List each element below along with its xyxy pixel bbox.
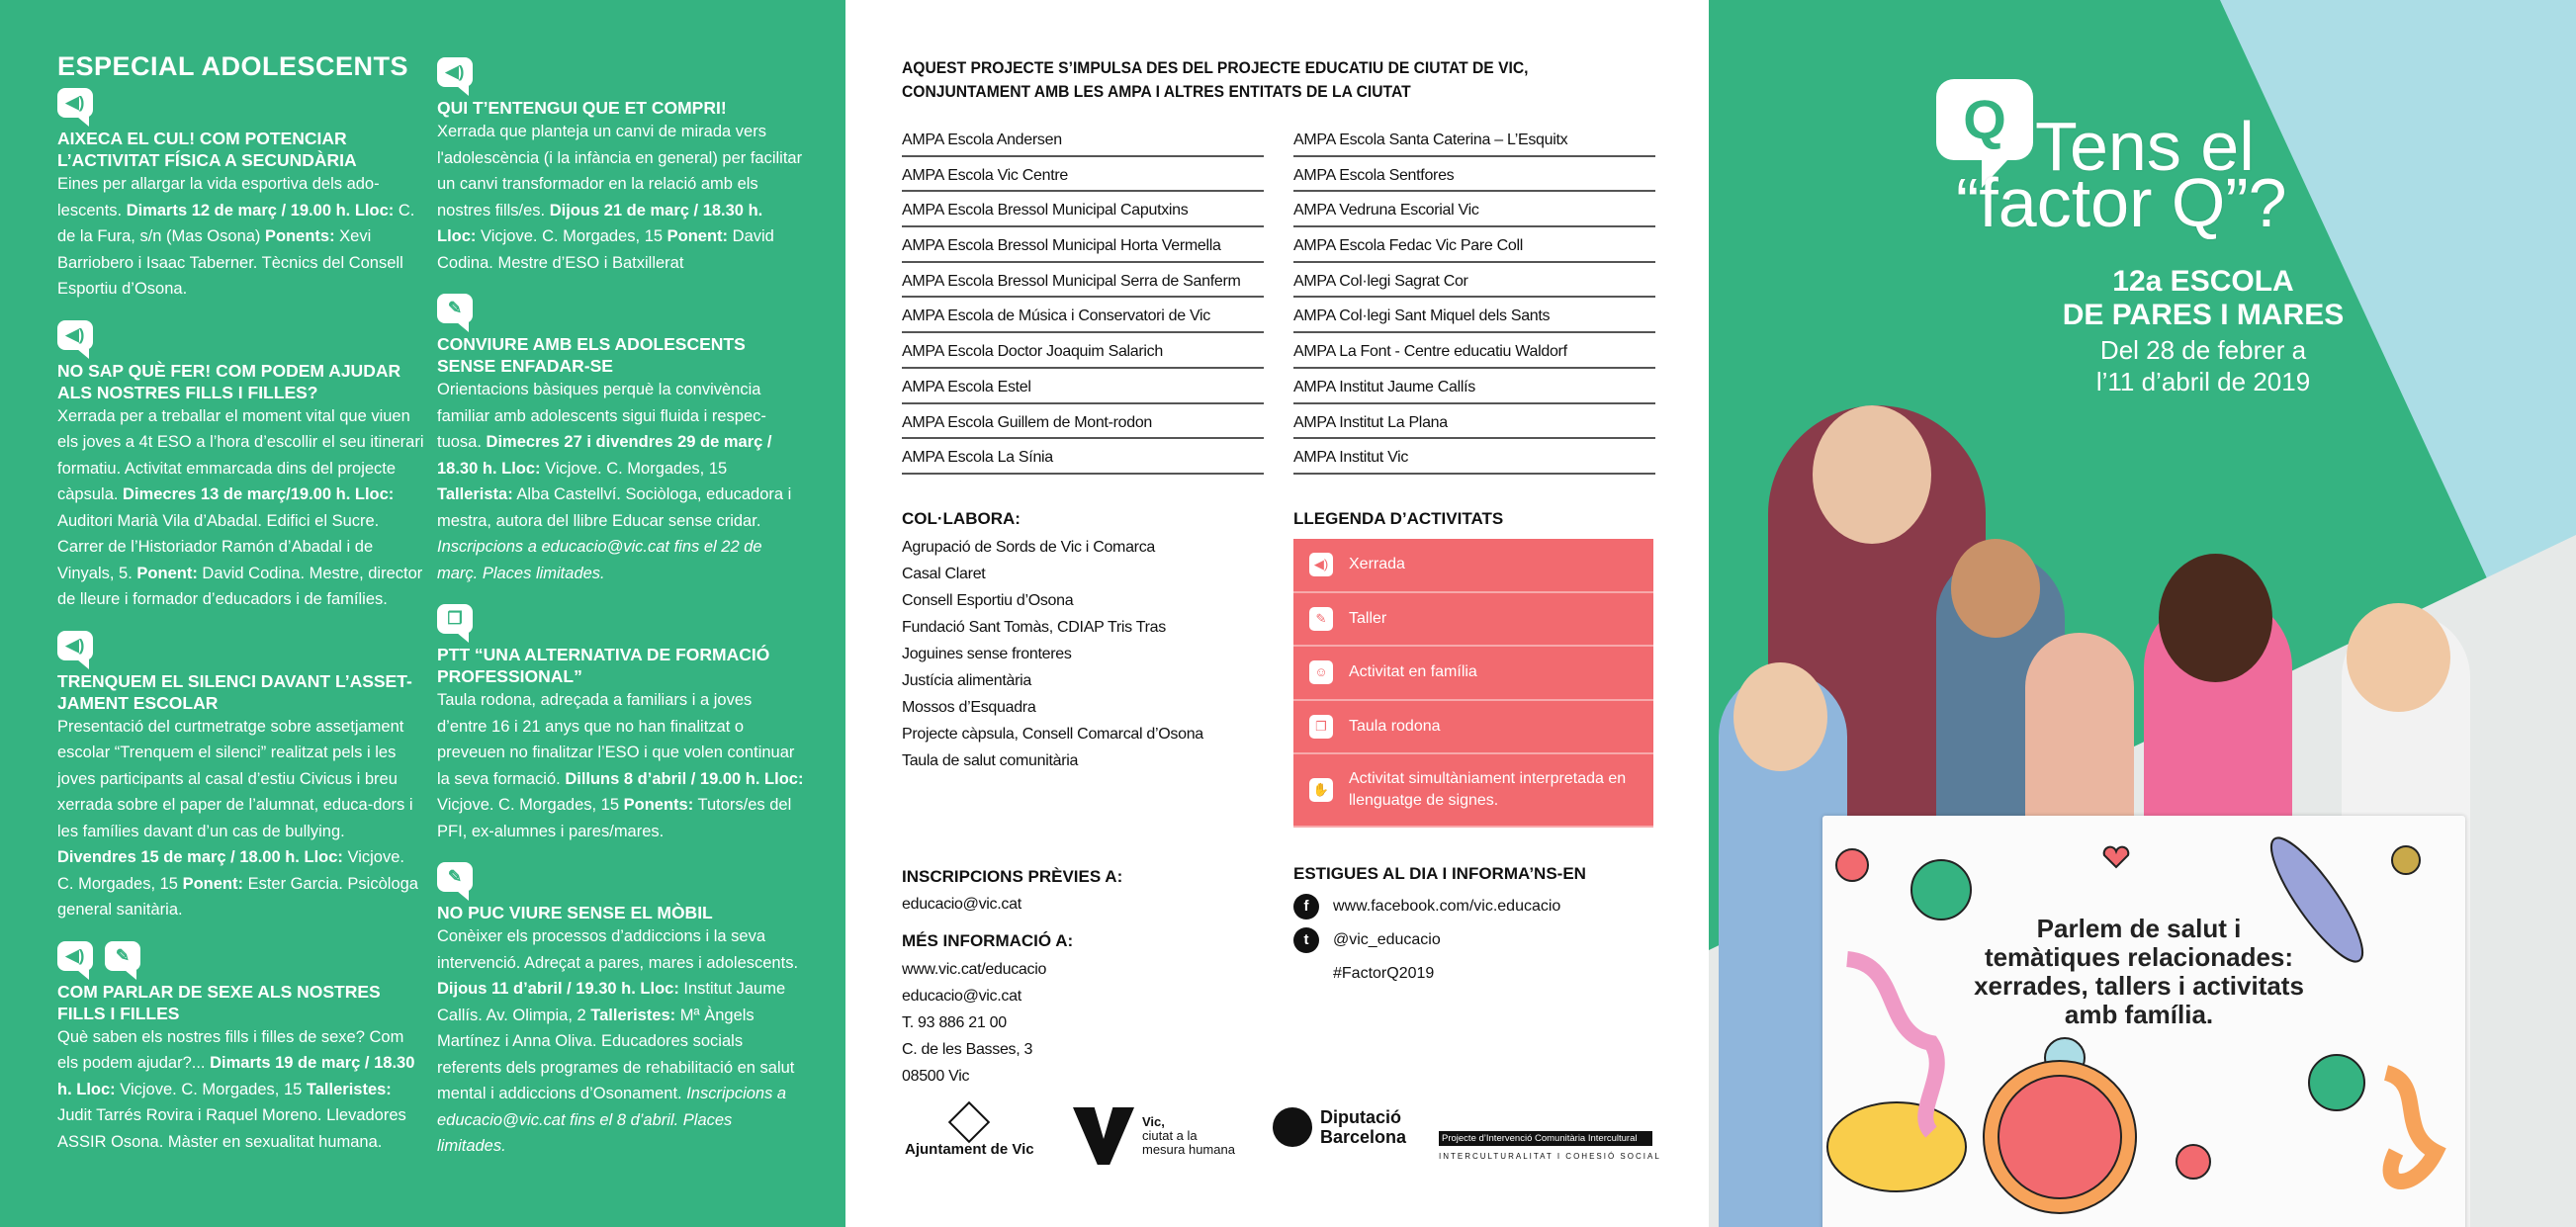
twitter-handle: @vic_educacio [1333,931,1441,948]
event-text: Taula rodona, adreçada a familiars i a joves d’entre 16 i 21 anys que no han finalitzat o preveuen no finalitzar l’ESO i que volen continuar la seva formació. [437,691,795,788]
projecte-line1: Projecte d’Intervenció Comunitària Intercultural [1439,1131,1652,1146]
hashtag: #FactorQ2019 [1333,965,1435,982]
coat-of-arms-icon [948,1101,990,1143]
event [57,631,425,923]
taller-icon: ✎ [437,294,473,323]
board-text: Parlem de salut i temàtiques relacionades: xerrades, tallers i activitats amb família. [1974,914,2304,1029]
event-text: Auditori Marià Vila d’Abadal. Edifici el Sucre. Carrer de l’Historiador Ramón d’Abadal i de Vinyals, 5. [57,511,380,582]
ampa-item: AMPA Escola Bressol Municipal Serra de Sanferm [902,263,1264,299]
event-text: Eines per allargar la vida esportiva dels ado-lescents. [57,175,380,219]
middle-panel [845,0,1709,1227]
events-column-2 [437,57,805,1178]
event-text: Orientacions bàsiques perquè la convivència familiar amb adolescents sigui fluida i respec-tuosa. [437,381,766,451]
event-icons [437,862,805,892]
event [57,88,425,303]
event-detail-label: Ponent: [666,227,729,245]
event [437,604,805,844]
event-detail-label: Dimarts 19 de març / 18.30 h. [57,1054,415,1098]
event-text: Vicjove. C. Morgades, 15 [476,227,667,245]
taller-icon: ✎ [437,862,473,892]
ampa-item: AMPA Escola Sentfores [1293,157,1655,193]
familia-icon: ☺ [1309,660,1333,684]
ampa-item: AMPA Escola Bressol Municipal Caputxins [902,192,1264,227]
event-detail-label: Dimarts 12 de març / 19.00 h. [126,201,351,219]
event-title: NO PUC VIURE SENSE EL MÒBIL [437,903,713,922]
ampa-item: AMPA Escola Vic Centre [902,157,1264,193]
diputacio-icon [1273,1107,1312,1147]
event-text: Vicjove. C. Morgades, 15 [540,459,728,478]
xerrada-icon: ◀) [437,57,473,87]
inscripcions-heading: INSCRIPCIONS PRÈVIES A: [902,867,1123,886]
event-icons [57,631,425,660]
event [437,294,805,586]
legend-label: Activitat en família [1349,663,1477,681]
collaborator-item: Taula de salut comunitària [902,752,1079,769]
facebook-link[interactable] [1293,890,1560,923]
event-title: NO SAP QUÈ FER! COM PODEM AJUDAR ALS NOSTRES FILLS I FILLES? [57,360,401,402]
event-detail-label: Ponents: [265,227,335,245]
event-note: Inscripcions a educacio@vic.cat fins el 8 d’abril. Places limitades. [437,1085,787,1155]
event-detail-label: Ponent: [136,564,198,582]
event-note: Inscripcions a educacio@vic.cat fins el 22 de març. Places limitades. [437,538,762,582]
collaborator-item: Fundació Sant Tomàs, CDIAP Tris Tras [902,619,1166,636]
legend-label: Xerrada [1349,556,1405,573]
event-title: PTT “UNA ALTERNATIVA DE FORMACIÓ PROFESSIONAL” [437,645,770,686]
taula-icon: ❐ [1309,715,1333,739]
event-text: Vicjove. C. Morgades, 15 [57,848,404,893]
info-item: educacio@vic.cat [902,988,1022,1005]
social-heading: ESTIGUES AL DIA I INFORMA’NS-EN [1293,864,1586,883]
event-text: Què saben els nostres fills i filles de sexe? Com els podem ajudar?... [57,1027,404,1072]
event-detail-label: Lloc: [76,1080,116,1098]
cover-panel [1709,0,2576,1227]
ajuntament-label: Ajuntament de Vic [905,1141,1034,1158]
ampa-item: AMPA La Font - Centre educatiu Waldorf [1293,333,1655,369]
inscripcions-email[interactable]: educacio@vic.cat [902,896,1022,913]
facebook-icon: f [1293,894,1319,920]
taller-icon: ✎ [105,941,140,971]
event [57,320,425,613]
legend-label: Taller [1349,609,1387,627]
event-icons [437,294,805,323]
event-icons [57,320,425,350]
event-detail-label: Lloc: [354,485,395,503]
event-title: COM PARLAR DE SEXE ALS NOSTRES FILLS I FILLES [57,981,381,1023]
event-text: David Codina. Mestre d’ESO i Batxillerat [437,227,774,272]
event-title: CONVIURE AMB ELS ADOLESCENTS SENSE ENFADAR-SE [437,334,746,376]
ampa-item: AMPA Escola Fedac Vic Pare Coll [1293,227,1655,263]
event-text: Xevi Barriobero i Isaac Taberner. Tècnics del Consell Esportiu d’Osona. [57,227,403,298]
ampa-item: AMPA Escola Estel [902,369,1264,404]
xerrada-icon: ◀) [1309,553,1333,576]
info-item: C. de les Basses, 3 [902,1041,1033,1058]
activity-legend [1293,539,1653,828]
collaborator-item: Casal Claret [902,566,986,582]
event-title: QUI T’ENTENGUI QUE ET COMPRI! [437,98,727,118]
legend-item-taula [1293,701,1653,755]
ampa-item: AMPA Escola de Música i Conservatori de Vic [902,298,1264,333]
info-item: T. 93 886 21 00 [902,1014,1007,1031]
legend-heading: LLEGENDA D’ACTIVITATS [1293,509,1504,528]
logo-text-line2: “factor Q”? [1956,164,2287,241]
xerrada-icon: ◀) [57,631,93,660]
event-text: David Codina. Mestre, director de lleure i formador d’educadors i de famílies. [57,564,423,608]
ampa-item: AMPA Escola Andersen [902,122,1264,157]
event-icons [437,57,805,87]
cover-title-1: 12a ESCOLA [2112,265,2294,298]
cover-dates-1: Del 28 de febrer a [2099,335,2307,365]
left-panel [0,0,845,1227]
event-text: C. de la Fura, s/n (Mas Osona) [57,201,415,245]
event-detail-label: Dilluns 8 d’abril / 19.00 h. Lloc: [565,769,804,788]
ampa-item: AMPA Escola Doctor Joaquim Salarich [902,333,1264,369]
facebook-url: www.facebook.com/vic.educacio [1333,898,1561,915]
legend-label: Taula rodona [1349,717,1441,735]
social-links [1293,890,1560,991]
info-item: www.vic.cat/educacio [902,961,1047,978]
event-icons [437,604,805,634]
logo-text-line1: Tens el [2035,108,2255,185]
event-text: Mª Àngels Martínez i Anna Oliva. Educadores socials referents dels programes de rehabilitació en salut mental i addiccions d’Osonament. [437,1006,795,1102]
event-text: Xerrada que planteja un canvi de mirada vers l'adolescència (i la infància en general) per facilitar un canvi transformador en la relació amb els nostres fills/es. [437,123,803,219]
event-detail-label: Talleristes: [306,1080,392,1098]
legend-item-xerrada [1293,539,1653,593]
vic-v-icon [1073,1107,1134,1165]
event-text: Tutors/es del PFI, ex-alumnes i pares/mares. [437,796,792,840]
event-text: Institut Jaume Callís. Av. Olimpia, 2 [437,980,786,1024]
vic-line2: ciutat a la [1142,1128,1198,1143]
xerrada-icon: ◀) [57,88,93,118]
event-description [57,1024,425,1156]
ampa-item: AMPA Institut Vic [1293,439,1655,475]
ajuntament-logo [905,1107,1034,1158]
legend-item-familia [1293,647,1653,701]
q-bubble-logo: Q [1936,79,2033,160]
event-detail-label: Dimecres 27 i divendres 29 de març / 18.30 h. Lloc: [437,433,772,478]
event-detail-label: Dimecres 13 de març/19.00 h. [123,485,351,503]
collaborator-item: Agrupació de Sords de Vic i Comarca [902,539,1156,556]
info-item: 08500 Vic [902,1068,970,1085]
event-description [57,171,425,303]
diputacio-line1: Diputació [1320,1107,1402,1127]
event [57,941,425,1156]
legend-label: Activitat simultàniament interpretada en llenguatge de signes. [1349,770,1627,809]
cover-dates-2: l’11 d’abril de 2019 [2095,367,2311,396]
ampa-item: AMPA Vedruna Escorial Vic [1293,192,1655,227]
intro-heading: AQUEST PROJECTE S’IMPULSA DES DEL PROJECTE EDUCATIU DE CIUTAT DE VIC, CONJUNTAMENT AMB LES AMPA I ALTRES ENTITATS DE LA CIUTAT [902,58,1529,101]
event [437,57,805,276]
diputacio-logo [1273,1107,1406,1147]
event-description [57,714,425,923]
event-detail-label: Tallerista: [437,485,513,503]
event-text: Xerrada per a treballar el moment vital que viuen els joves a 4t ESO a l’hora d’escollir el seu itinerari formatiu. Activitat emmarcada dins del projecte càpsula. [57,406,424,503]
cover-title-2: DE PARES I MARES [2062,299,2345,331]
ampa-item: AMPA Escola Santa Caterina – L’Esquitx [1293,122,1655,157]
section-title: ESPECIAL ADOLESCENTS [57,51,409,81]
xerrada-icon: ◀) [57,320,93,350]
health-sign-board [1822,816,2465,1227]
twitter-link[interactable] [1293,923,1560,957]
legend-item-signes [1293,754,1653,828]
diputacio-line2: Barcelona [1320,1127,1407,1147]
event-detail-label: Ponent: [182,874,243,893]
event-text: Presentació del curtmetratge sobre assetjament escolar “Trenquem el silenci” realitzat pels i les joves participants al casal d’estiu Civicus i breu xerrada sobre el paper de l’alumnat, educa-dors i les famílies davant d’un cas de bullying. [57,717,413,840]
info-heading: MÉS INFORMACIÓ A: [902,931,1074,950]
ampa-item: AMPA Col·legi Sant Miquel dels Sants [1293,298,1655,333]
info-list [902,956,1046,1090]
event-text: Conèixer els processos d’addiccions i la seva intervenció. Adreçat a pares, mares i adolescents. [437,927,799,972]
event-detail-label: Dijous 11 d’abril / 19.30 h. Lloc: [437,980,679,998]
ampa-item: AMPA Escola Bressol Municipal Horta Vermella [902,227,1264,263]
signes-icon: ✋ [1309,778,1333,802]
ampa-item: AMPA Escola Guillem de Mont-rodon [902,404,1264,440]
collabora-heading: COL·LABORA: [902,509,1021,528]
vic-line1: Vic, [1142,1114,1165,1129]
event-text: Vicjove. C. Morgades, 15 [437,796,624,814]
event-description [437,377,805,586]
ampa-item: AMPA Institut La Plana [1293,404,1655,440]
xerrada-icon: ◀) [57,941,93,971]
event-description [57,403,425,613]
event-text: Vicjove. C. Morgades, 15 [115,1080,307,1098]
event-detail-label: Divendres 15 de març / 18.00 h. [57,848,300,866]
event-text: Ester Garcia. Psicòloga general sanitària. [57,874,418,919]
event-title: TRENQUEM EL SILENCI DAVANT L’ASSET-JAMENT ESCOLAR [57,670,412,713]
collabora-list [902,534,1203,774]
vic-logo [1073,1107,1235,1165]
event-description [437,119,805,276]
taula-icon: ❐ [437,604,473,634]
vic-line3: mesura humana [1142,1142,1235,1157]
collaborator-item: Justícia alimentària [902,672,1031,689]
ampa-item: AMPA Col·legi Sagrat Cor [1293,263,1655,299]
ampa-item: AMPA Institut Jaume Callís [1293,369,1655,404]
event-detail-label: Ponents: [623,796,694,814]
collaborator-item: Mossos d’Esquadra [902,699,1036,716]
ampa-item: AMPA Escola La Sínia [902,439,1264,475]
event-icons [57,88,425,118]
collaborator-item: Joguines sense fronteres [902,646,1072,662]
event-detail-label: Lloc: [304,848,343,866]
twitter-icon: t [1293,927,1319,953]
event-description [437,923,805,1160]
ampa-list-right [1293,122,1655,475]
events-column-1 [57,51,425,1173]
event-title: AIXECA EL CUL! COM POTENCIAR L’ACTIVITAT FÍSICA A SECUNDÀRIA [57,129,357,170]
event [437,862,805,1160]
projecte-line2: INTERCULTURALITAT I COHESIÓ SOCIAL [1439,1152,1661,1161]
taller-icon: ✎ [1309,607,1333,631]
event-description [437,687,805,844]
collaborator-item: Projecte càpsula, Consell Comarcal d’Osona [902,726,1203,743]
event-text: Alba Castellví. Sociòloga, educadora i mestra, autora del llibre Educar sense cridar. [437,485,792,530]
event-text: Judit Tarrés Rovira i Raquel Moreno. Llevadores ASSIR Osona. Màster en sexualitat humana. [57,1106,406,1151]
ampa-list-left [902,122,1264,475]
event-detail-label: Talleristes: [590,1006,676,1024]
event-detail-label: Dijous 21 de març / 18.30 h. Lloc: [437,201,763,245]
event-detail-label: Lloc: [354,201,395,219]
projecte-logo [1439,1131,1661,1161]
event-icons [57,941,425,971]
legend-item-taller [1293,593,1653,648]
collaborator-item: Consell Esportiu d’Osona [902,592,1074,609]
